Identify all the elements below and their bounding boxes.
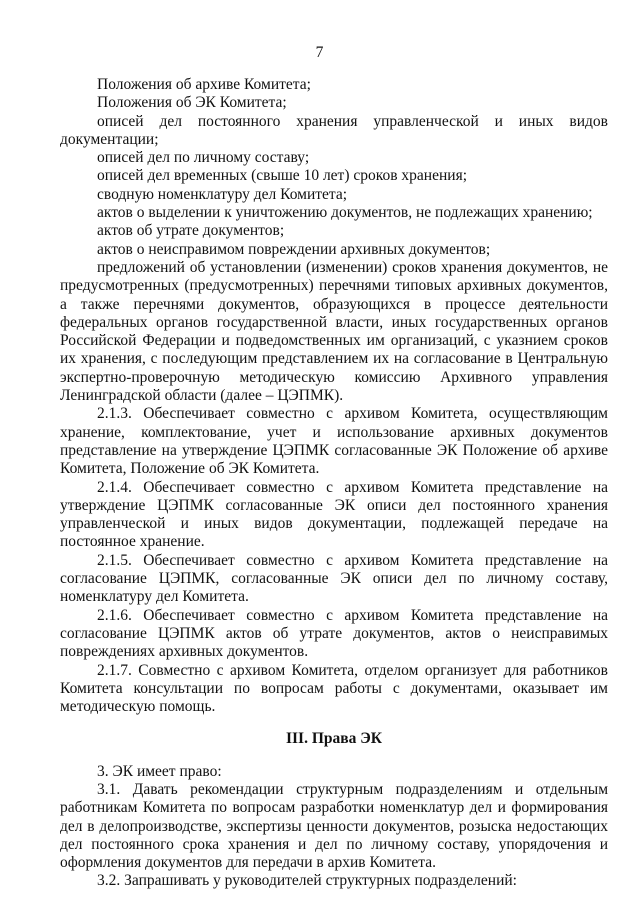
document-body (60, 76, 608, 891)
clause-2-1-5: 2.1.5. Обеспечивает совместно с архивом Комитета представление на согласование ЦЭПМК, согласованные ЭК описи дел по личному составу, номенклатуру дел Комитета. (60, 551, 608, 606)
list-item-archive-regulations: Положения об архиве Комитета; (97, 76, 311, 93)
list-item-permanent-inventories: описей дел постоянного хранения управленческой и иных видов документации; (60, 112, 608, 148)
clause-3: 3. ЭК имеет право: (97, 762, 222, 780)
list-item-personnel-inventories: описей дел по личному составу; (97, 149, 310, 167)
list-item-consolidated-nomenclature: сводную номенклатуру дел Комитета; (97, 185, 348, 203)
page-number: 7 (315, 44, 324, 61)
clause-2-1-4: 2.1.4. Обеспечивает совместно с архивом Комитета представление на утверждение ЦЭПМК согласованные ЭК описи дел постоянного хранения управленческой и иных видов документации, подлежащей передаче на постоянное хранение. (60, 478, 608, 551)
list-item-temporary-inventories: описей дел временных (свыше 10 лет) сроков хранения; (97, 167, 468, 185)
clause-2-1-7: 2.1.7. Совместно с архивом Комитета, отделом организует для работников Комитета консультации по вопросам работы с документами, оказывает им методическую помощь. (60, 661, 608, 716)
clause-3-2: 3.2. Запрашивать у руководителей структурных подразделений: (97, 872, 517, 890)
clause-2-1-3: 2.1.3. Обеспечивает совместно с архивом Комитета, осуществляющим хранение, комплектование, учет и использование архивных документов представление на утверждение ЦЭПМК согласованные ЭК Положение об архиве Комитета, Положение об ЭК Комитета. (60, 405, 608, 478)
list-item-destruction-acts: актов о выделении к уничтожению документов, не подлежащих хранению; (97, 204, 593, 222)
list-item-ek-regulations: Положения об ЭК Комитета; (97, 94, 287, 112)
clause-3-1: 3.1. Давать рекомендации структурным подразделениям и отдельным работникам Комитета по вопросам разработки номенклатур дел и формирования дел в делопроизводстве, экспертизы ценности документов, розыска недостающих дел постоянного срока хранения и дел по личному составу, упорядочения и оформления документов для передачи в архив Комитета. (60, 780, 608, 872)
section-heading: III. Права ЭК (285, 730, 383, 748)
list-item-retention-proposals: предложений об установлении (изменении) сроков хранения документов, не предусмотренных (предусмотренных) перечнями типовых архивных документов, а также перечнями документов, образующихся в процессе деятельности федеральных органов государственной власти, иных государственных органов Российской Федерации и подведомственных им организаций, с указнием сроков их хранения, с последующим представлением их на согласование в Центральную экспертно-проверочную методическую комиссию Архивного управления Ленинградской области (далее – ЦЭПМК). (60, 258, 608, 405)
list-item-loss-acts: актов об утрате документов; (97, 222, 285, 240)
list-item-damage-acts: актов о неисправимом повреждении архивных документов; (97, 240, 491, 258)
clause-2-1-6: 2.1.6. Обеспечивает совместно с архивом Комитета представление на согласование ЦЭПМК актов об утрате документов, актов о неисправимых повреждениях архивных документов. (60, 606, 608, 661)
